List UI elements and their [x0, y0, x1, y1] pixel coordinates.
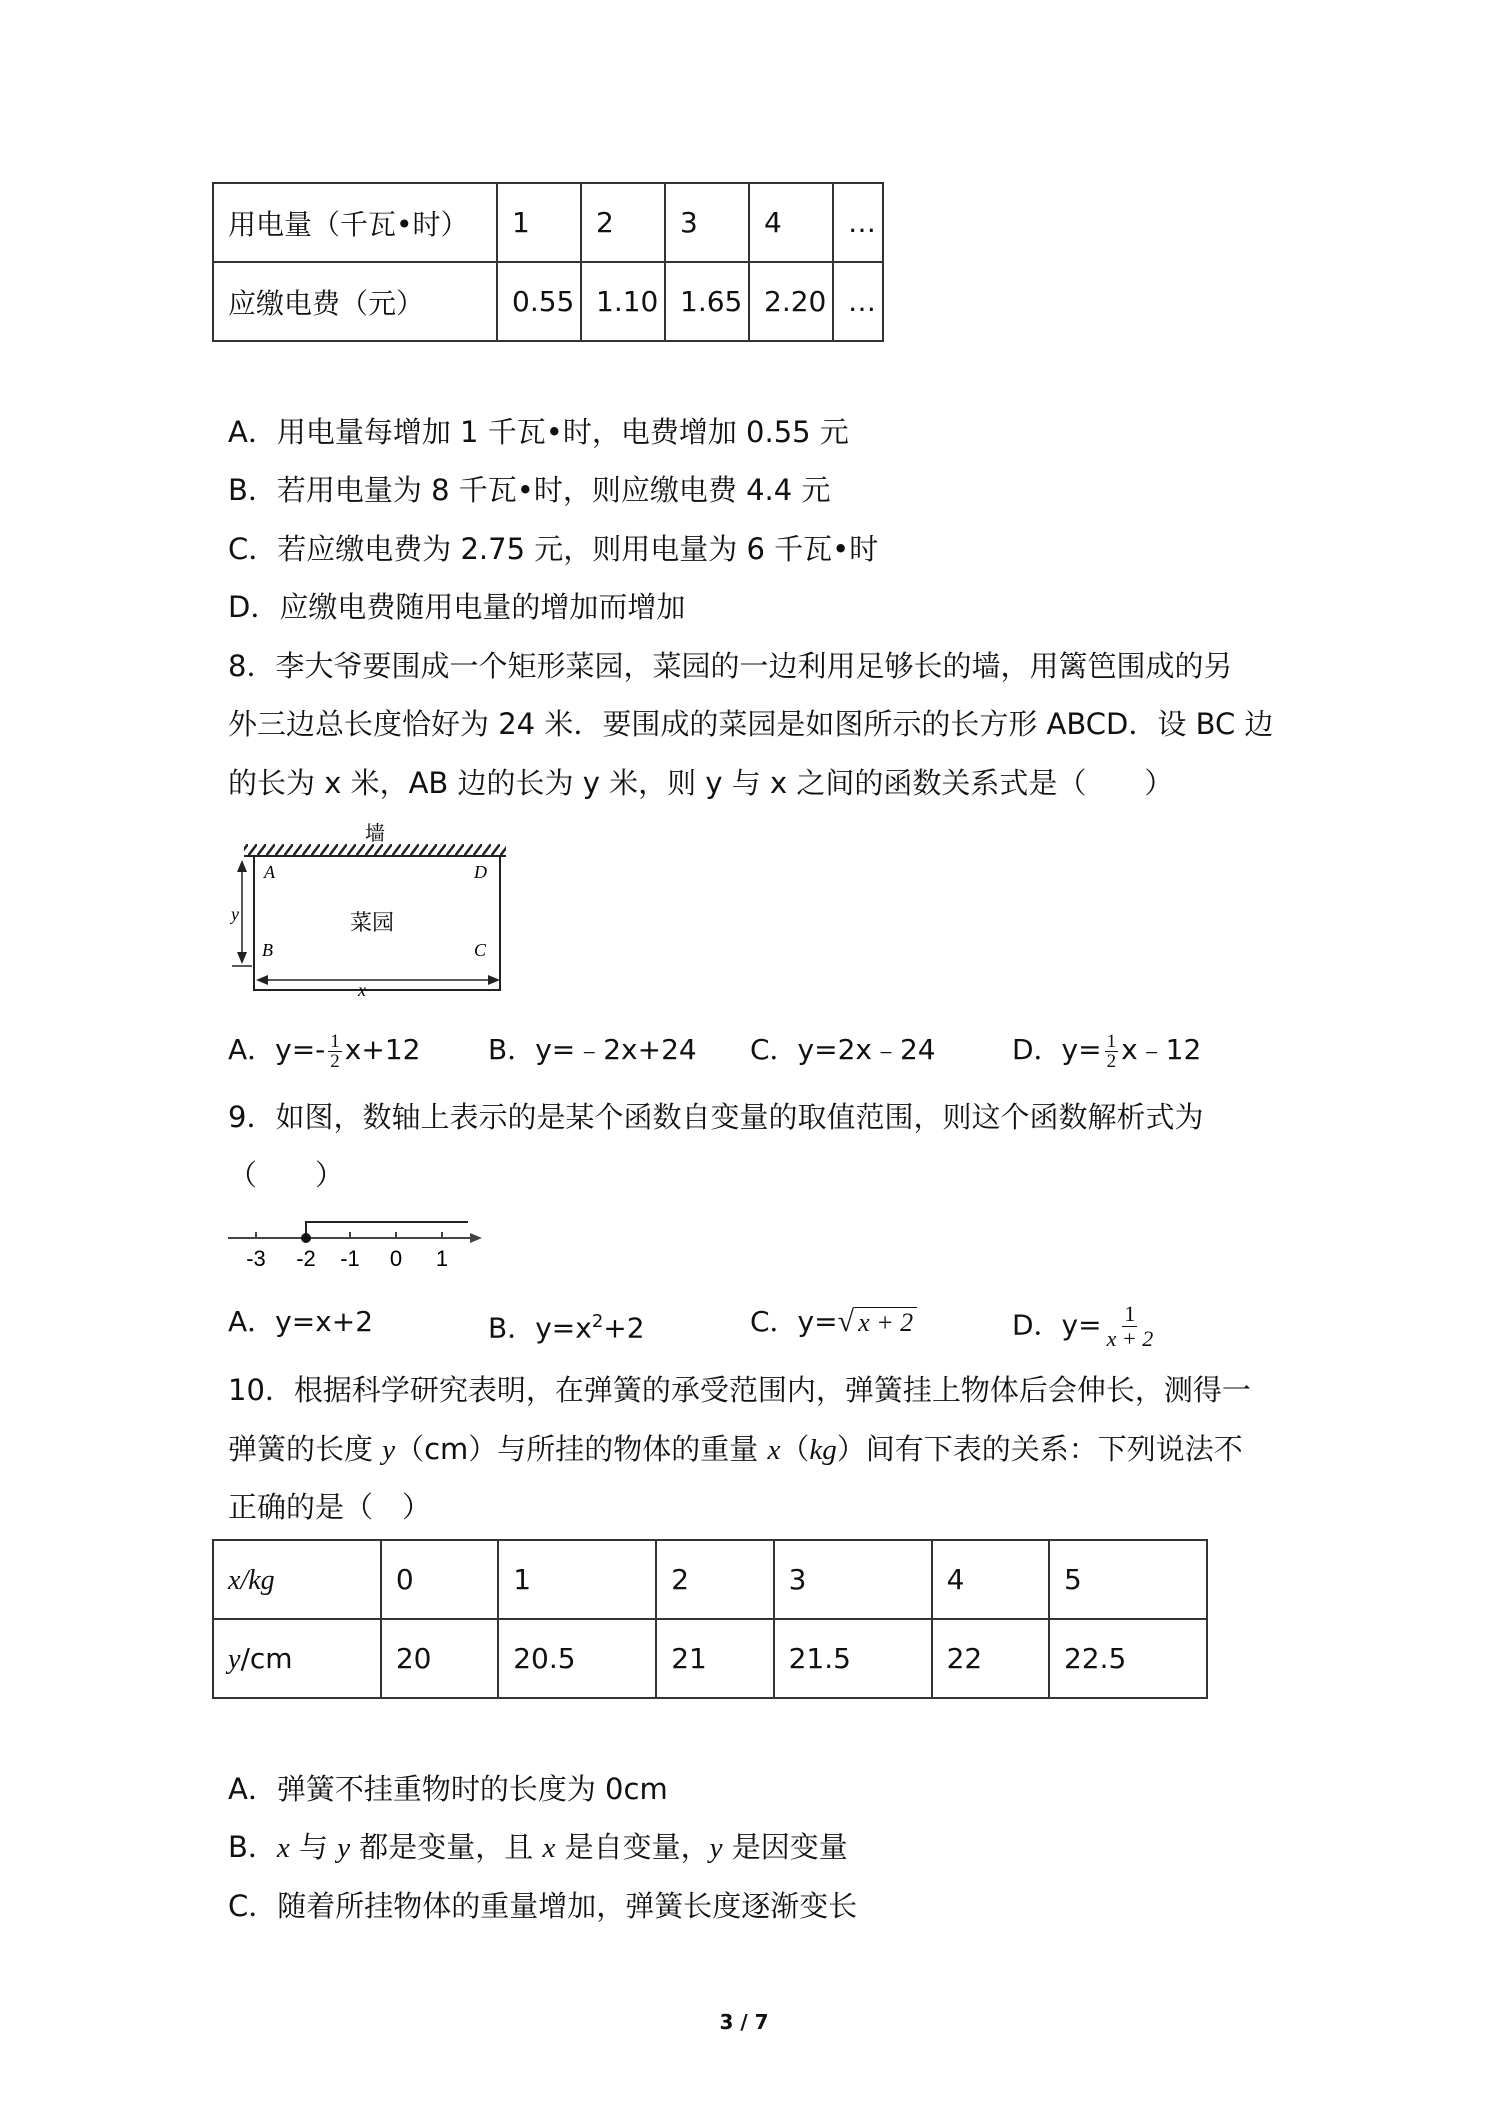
wall-hatch: [244, 844, 506, 856]
q7-option-b: B．若用电量为 8 千瓦•时，则应缴电费 4.4 元: [228, 473, 831, 507]
q10-text-line-1: 10．根据科学研究表明，在弹簧的承受范围内，弹簧挂上物体后会伸长，测得一: [228, 1373, 1251, 1407]
table-cell: 21: [656, 1619, 773, 1698]
fraction: [1105, 1032, 1119, 1071]
table-cell: 2: [656, 1540, 773, 1619]
table-cell: 0: [381, 1540, 498, 1619]
radical-sign: √: [837, 1305, 855, 1338]
text-run: 与: [289, 1830, 338, 1864]
variable-y: y: [382, 1434, 396, 1466]
table-cell: 1: [498, 1540, 656, 1619]
garden-figure: [230, 820, 520, 1000]
q8-option-b: B．y=﹣2x+24: [488, 1033, 697, 1066]
q9-text-line-1: 9．如图，数轴上表示的是某个函数自变量的取值范围，则这个函数解析式为: [228, 1100, 1204, 1134]
text-run: （: [780, 1432, 810, 1466]
variable-x: x: [542, 1832, 556, 1864]
table-cell: …: [833, 262, 883, 341]
unit: /cm: [240, 1641, 293, 1675]
variable-x: x: [228, 1564, 241, 1596]
text-run: 是因变量: [722, 1830, 848, 1864]
y-dimension-label: y: [231, 904, 239, 924]
tick-label: 0: [389, 1246, 403, 1271]
q7-option-a: A．用电量每增加 1 千瓦•时，电费增加 0.55 元: [228, 415, 849, 449]
denominator: 2: [1106, 1050, 1117, 1072]
text-run: 是自变量，: [555, 1830, 710, 1864]
tick-label: -2: [296, 1246, 316, 1271]
variable-y: y: [228, 1643, 241, 1675]
text-run: （cm）与所挂的物体的重量: [395, 1432, 768, 1466]
q8-option-d: [1012, 1030, 1201, 1071]
table-cell: 21.5: [774, 1619, 932, 1698]
arrowhead: [488, 975, 500, 985]
unit-kg: kg: [809, 1434, 837, 1466]
arrowhead: [237, 860, 247, 872]
option-text: +2: [603, 1311, 645, 1345]
numerator: 1: [330, 1030, 340, 1052]
wall-label: 墙: [365, 821, 385, 845]
table-cell: 应缴电费（元）: [213, 262, 497, 341]
page-number: 3 / 7: [719, 2010, 769, 2034]
q10-text-line-2: [228, 1429, 1243, 1470]
unit: /kg: [240, 1564, 275, 1596]
text-run: 弹簧的长度: [228, 1432, 383, 1466]
option-text: D．y=: [1012, 1033, 1102, 1066]
option-text: B．y=x: [488, 1311, 592, 1345]
text-run: B．: [228, 1830, 277, 1864]
variable-x: x: [276, 1832, 290, 1864]
fraction: [328, 1032, 342, 1071]
table-cell: 4: [932, 1540, 1049, 1619]
q9-option-c: [750, 1302, 917, 1342]
tick-label: -1: [340, 1246, 360, 1271]
q9-option-d: [1012, 1302, 1158, 1351]
denominator: 2: [330, 1050, 340, 1072]
variable-y: y: [709, 1832, 723, 1864]
option-text: A．y=-: [228, 1033, 326, 1066]
closed-endpoint: [301, 1233, 311, 1243]
table-header-cell: [213, 1619, 381, 1698]
table-cell: 0.55: [497, 262, 581, 341]
vertex-b: B: [262, 940, 273, 960]
table-cell: 3: [774, 1540, 932, 1619]
q10-option-b: [228, 1827, 848, 1868]
option-text: x+12: [344, 1033, 421, 1066]
tick-label: 1: [435, 1246, 449, 1271]
option-text: C．y=: [750, 1305, 838, 1338]
table-cell: 用电量（千瓦•时）: [213, 183, 497, 262]
table-cell: 1: [497, 183, 581, 262]
electricity-table: [212, 182, 884, 342]
numerator: 1: [1124, 1301, 1136, 1326]
arrowhead: [256, 975, 268, 985]
arrowhead: [237, 952, 247, 964]
variable-y: y: [337, 1832, 351, 1864]
number-line-figure: [226, 1212, 486, 1282]
table-cell: 4: [749, 183, 833, 262]
spring-table: [212, 1539, 1208, 1699]
superscript: 2: [591, 1311, 604, 1332]
table-cell: 3: [665, 183, 749, 262]
q8-text-line-1: 8．李大爷要围成一个矩形菜园，菜园的一边利用足够长的墙，用篱笆围成的另: [228, 649, 1233, 683]
table-cell: 22: [932, 1619, 1049, 1698]
arrowhead: [470, 1233, 482, 1243]
radicand: x + 2: [854, 1307, 917, 1338]
q8-option-c: C．y=2x﹣24: [750, 1033, 936, 1066]
table-cell: 20: [381, 1619, 498, 1698]
option-text: D．y=: [1012, 1308, 1102, 1342]
q7-option-c: C．若应缴电费为 2.75 元，则用电量为 6 千瓦•时: [228, 532, 879, 566]
q10-option-c: C．随着所挂物体的重量增加，弹簧长度逐渐变长: [228, 1889, 858, 1923]
table-cell: 2.20: [749, 262, 833, 341]
vertex-a: A: [264, 862, 275, 882]
table-cell: 5: [1049, 1540, 1207, 1619]
x-dimension-label: x: [358, 980, 366, 1000]
q9-option-b: [488, 1302, 645, 1348]
tick-label: -3: [246, 1246, 266, 1271]
q10-option-a: A．弹簧不挂重物时的长度为 0cm: [228, 1772, 668, 1806]
numerator: 1: [1106, 1030, 1117, 1052]
table-cell: 22.5: [1049, 1619, 1207, 1698]
range-bracket: [306, 1222, 468, 1238]
table-cell: 2: [581, 183, 665, 262]
q8-text-line-2: 外三边总长度恰好为 24 米．要围成的菜园是如图所示的长方形 ABCD．设 BC 边: [228, 707, 1274, 741]
text-run: 都是变量，且: [350, 1830, 543, 1864]
q9-text-line-2: （ ）: [228, 1158, 345, 1192]
q10-text-line-3: 正确的是（ ）: [228, 1490, 432, 1524]
q9-option-a: A．y=x+2: [228, 1305, 374, 1338]
q8-option-a: [228, 1030, 420, 1071]
option-text: x﹣12: [1121, 1033, 1202, 1066]
fraction: [1105, 1302, 1156, 1351]
text-run: ）间有下表的关系：下列说法不: [836, 1432, 1243, 1466]
q8-text-line-3: 的长为 x 米，AB 边的长为 y 米，则 y 与 x 之间的函数关系式是（ ）: [228, 766, 1174, 800]
table-header-cell: [213, 1540, 381, 1619]
table-cell: 1.65: [665, 262, 749, 341]
table-cell: 20.5: [498, 1619, 656, 1698]
denominator: x + 2: [1106, 1326, 1154, 1351]
table-cell: 1.10: [581, 262, 665, 341]
vertex-c: C: [474, 940, 487, 960]
table-cell: …: [833, 183, 883, 262]
q7-option-d: D．应缴电费随用电量的增加而增加: [228, 590, 686, 624]
variable-x: x: [767, 1434, 781, 1466]
garden-label: 菜园: [349, 911, 395, 936]
vertex-d: D: [474, 862, 487, 882]
